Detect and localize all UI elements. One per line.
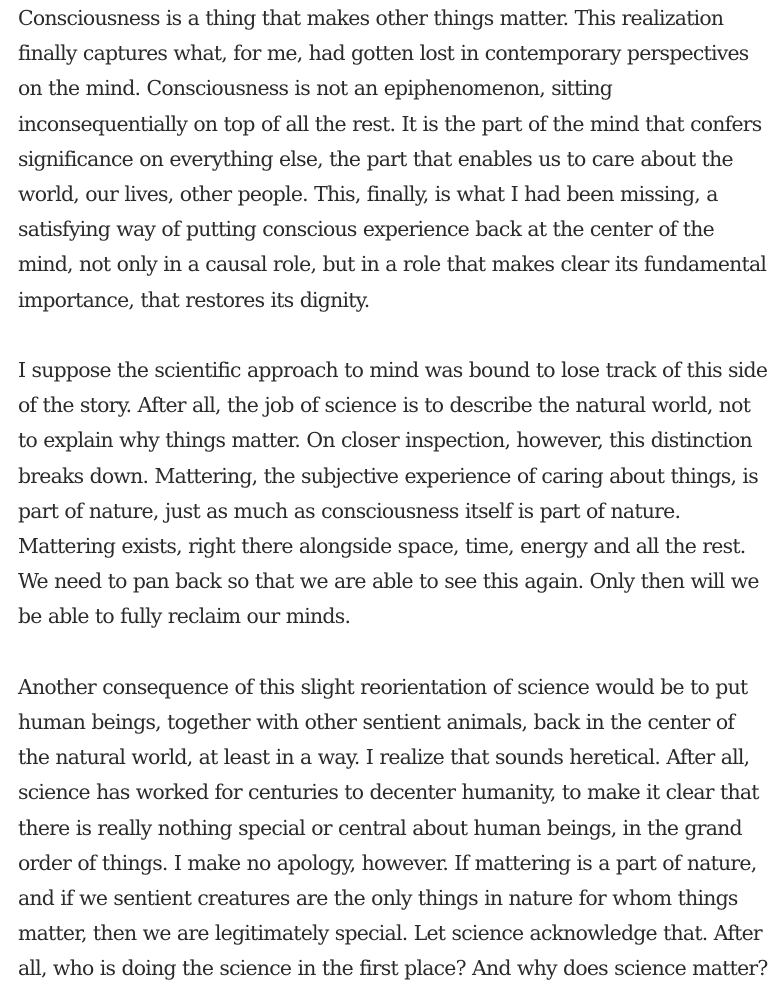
paragraph-scientific-approach: I suppose the scientific approach to mind was bound to lose track of this side of the story. After all, the job of science is to describe the natural world, not to explain why things matter. On closer inspection, however, this distinction breaks down. Mattering, the subjective experience of caring about things, is part of nature, just as much as consciousness itself is part of nature. Mattering exists, right there alongside space, time, energy and all the rest. We need to pan back so that we are able to see this again. Only then will we be able to fully reclaim our minds.	[18, 358, 768, 629]
paragraph-human-beings: Another consequence of this slight reorientation of science would be to put human beings, together with other sentient animals, back in the center of the natural world, at least in a way. I realize that sounds heretical. After all, science has worked for centuries to decenter humanity, to make it clear that there is really nothing special or central about human beings, in the grand order of things. I make no apology, however. If mattering is a part of nature, and if we sentient creatures are the only things in nature for whom things matter, then we are legitimately special. Let science acknowledge that. After all, who is doing the science in the first place? And why does science matter?	[18, 674, 768, 981]
paragraph-consciousness-matters: Consciousness is a thing that makes other things matter. This realization finally captures what, for me, had gotten lost in contemporary perspectives on the mind. Consciousness is not an epiphenomenon, sitting inconsequentially on top of all the rest. It is the part of the mind that confers significance on everything else, the part that enables us to care about the world, our lives, other people. This, finally, is what I had been missing, a satisfying way of putting conscious experience back at the center of the mind, not only in a causal role, but in a role that makes clear its fundamental importance, that restores its dignity.	[18, 6, 767, 312]
